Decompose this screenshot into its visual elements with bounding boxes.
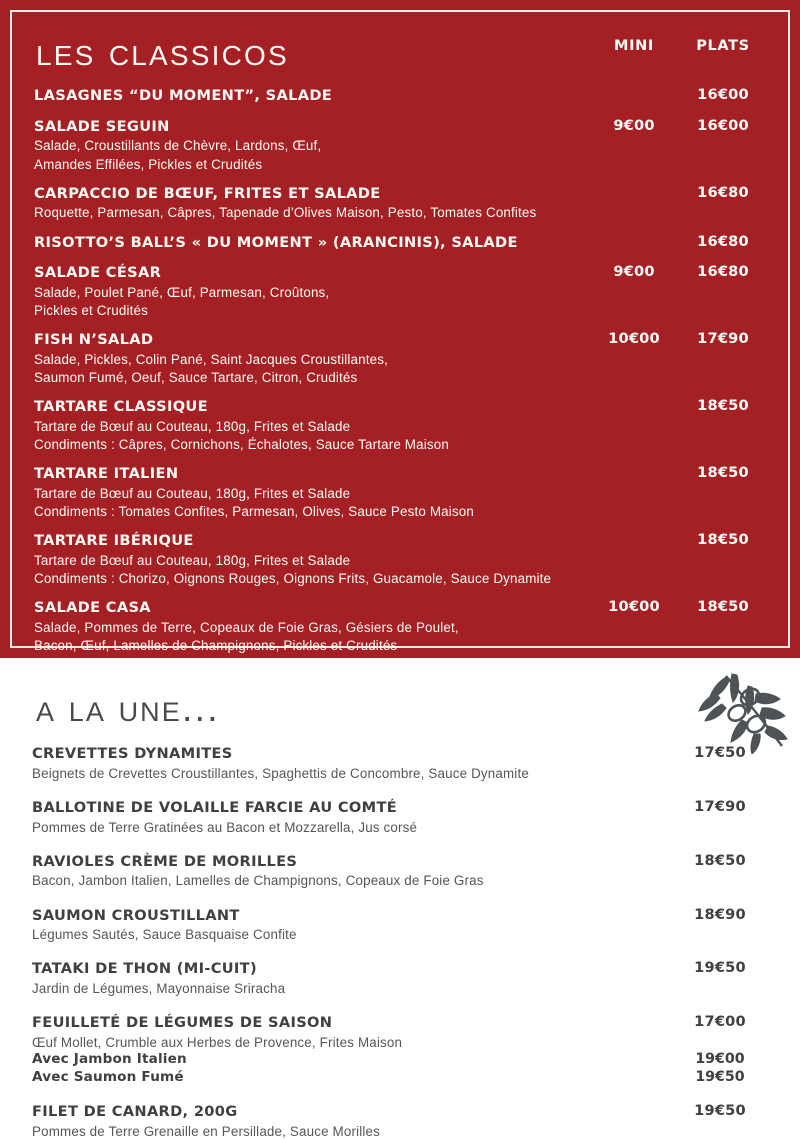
price-plats: 18€50 <box>697 464 749 482</box>
menu-item-prices <box>588 86 766 103</box>
menu-item-name: FILET DE CANARD, 200G <box>32 1103 238 1121</box>
menu-item-prices <box>588 531 766 548</box>
a-la-une-section <box>0 658 800 1140</box>
menu-item-body <box>32 798 770 836</box>
menu-item-prices <box>588 464 766 481</box>
price-mini: 9€00 <box>613 263 655 281</box>
price-plats: 18€90 <box>694 905 746 923</box>
menu-item <box>34 464 766 520</box>
menu-item-description: Pommes de Terre Gratinées au Bacon et Mozzarella, Jus corsé <box>32 819 418 835</box>
menu-item-description: Tartare de Bœuf au Couteau, 180g, Frites et Salade <box>34 485 351 501</box>
menu-item-name: TARTARE ITALIEN <box>34 465 179 483</box>
menu-item-prices <box>588 117 766 134</box>
menu-item <box>32 1013 770 1086</box>
menu-item-prices <box>588 233 766 250</box>
menu-item-description: Tartare de Bœuf au Couteau, 180g, Frites et Salade <box>34 418 351 434</box>
menu-item <box>34 330 766 386</box>
menu-item-option: Avec Jambon Italien <box>32 1051 187 1068</box>
menu-item-description: Salade, Pommes de Terre, Copeaux de Foie Gras, Gésiers de Poulet, <box>34 619 459 635</box>
menu-item-prices <box>670 959 770 976</box>
menu-item-name: FEUILLETÉ DE LÉGUMES DE SAISON <box>32 1014 333 1032</box>
price-plats: 19€50 <box>694 1102 746 1120</box>
menu-item-description: Saumon Fumé, Oeuf, Sauce Tartare, Citron, Crudités <box>34 370 358 386</box>
menu-item-description: Bacon, Jambon Italien, Lamelles de Champignons, Copeaux de Foie Gras <box>32 873 484 889</box>
menu-item-description: Bacon, Œuf, Lamelles de Champignons, Pickles et Crudités <box>34 638 398 654</box>
price-column-headers <box>588 38 766 54</box>
menu-item-prices <box>588 397 766 414</box>
price-plats: 17€00 <box>694 1013 746 1031</box>
menu-item <box>32 744 770 782</box>
menu-item-description: Amandes Effilées, Pickles et Crudités <box>34 156 263 172</box>
menu-item-description: Salade, Pickles, Colin Pané, Saint Jacques Croustillantes, <box>34 351 388 367</box>
menu-item <box>32 1102 770 1140</box>
column-header-mini: MINI <box>614 38 654 54</box>
price-plats: 16€00 <box>697 86 749 103</box>
menu-item-description: Salade, Croustillants de Chèvre, Lardons, Œuf, <box>34 138 322 154</box>
menu-item-prices <box>670 744 770 761</box>
menu-item-name: LASAGNES “DU MOMENT”, SALADE <box>34 87 333 104</box>
menu-item-body <box>32 959 770 997</box>
menu-item <box>34 184 766 222</box>
price-option: 19€00 <box>695 1050 745 1067</box>
menu-item-prices <box>588 598 766 615</box>
price-plats: 18€50 <box>697 397 749 415</box>
menu-item <box>34 117 766 173</box>
menu-item-description: Condiments : Chorizo, Oignons Rouges, Oignons Frits, Guacamole, Sauce Dynamite <box>34 571 552 587</box>
menu-item <box>34 86 766 106</box>
menu-item-body <box>32 852 770 890</box>
price-mini: 10€00 <box>608 598 660 616</box>
price-plats: 19€50 <box>694 959 746 977</box>
menu-item-option: Avec Saumon Fumé <box>32 1068 184 1085</box>
page-title: les classicos <box>36 30 289 74</box>
price-option: 19€50 <box>695 1068 745 1085</box>
price-mini: 10€00 <box>608 330 660 348</box>
menu-item-prices <box>588 184 766 201</box>
menu-item <box>34 233 766 253</box>
menu-item-description: Salade, Poulet Pané, Œuf, Parmesan, Croûtons, <box>34 284 330 300</box>
price-plats: 17€90 <box>694 797 746 815</box>
menu-item-prices <box>670 906 770 923</box>
menu-item-prices <box>670 852 770 869</box>
menu-item-description: Condiments : Câpres, Cornichons, Échalotes, Sauce Tartare Maison <box>34 437 449 453</box>
menu-item-prices <box>670 798 770 815</box>
price-plats: 18€50 <box>697 598 749 616</box>
column-header-plats: PLATS <box>696 38 750 54</box>
menu-item-description: Pickles et Crudités <box>34 303 148 319</box>
menu-item-prices <box>588 330 766 347</box>
price-plats: 17€90 <box>697 330 749 348</box>
menu-item-description: Beignets de Crevettes Croustillantes, Spaghettis de Concombre, Sauce Dynamite <box>32 765 529 781</box>
menu-item <box>34 531 766 587</box>
menu-item-description: Jardin de Légumes, Mayonnaise Sriracha <box>32 981 286 997</box>
menu-item-name: CARPACCIO DE BŒUF, FRITES ET SALADE <box>34 184 381 202</box>
menu-item-description: Œuf Mollet, Crumble aux Herbes de Provence, Frites Maison <box>32 1034 403 1050</box>
classicos-menu-list <box>34 86 766 654</box>
menu-item-name: BALLOTINE DE VOLAILLE FARCIE AU COMTÉ <box>32 798 398 816</box>
menu-item <box>32 959 770 997</box>
a-la-une-title: a la une... <box>36 688 220 730</box>
menu-item-name: RAVIOLES CRÈME DE MORILLES <box>32 852 298 870</box>
menu-item-name: TARTARE IBÉRIQUE <box>34 532 194 550</box>
menu-item-name: SALADE CÉSAR <box>34 264 162 282</box>
menu-item-name: FISH N’SALAD <box>34 331 154 349</box>
menu-item-body <box>32 1013 770 1086</box>
menu-item-description: Roquette, Parmesan, Câpres, Tapenade d’Olives Maison, Pesto, Tomates Confites <box>34 205 537 221</box>
menu-item-description: Légumes Sautés, Sauce Basquaise Confite <box>32 927 297 943</box>
a-la-une-menu-list <box>32 744 770 1140</box>
menu-item-name: SAUMON CROUSTILLANT <box>32 906 240 924</box>
menu-item-name: SALADE SEGUIN <box>34 117 170 135</box>
menu-item <box>34 397 766 453</box>
price-plats: 17€50 <box>694 744 746 761</box>
price-plats: 18€50 <box>694 851 746 869</box>
price-plats: 16€80 <box>697 263 749 281</box>
menu-item-name: TATAKI DE THON (MI-CUIT) <box>32 960 257 978</box>
menu-item-prices <box>670 1102 770 1119</box>
price-mini: 9€00 <box>613 116 655 134</box>
menu-item-name: TARTARE CLASSIQUE <box>34 398 208 416</box>
price-plats: 16€80 <box>697 183 749 201</box>
menu-item <box>34 598 766 654</box>
menu-item-body <box>32 906 770 944</box>
menu-item-body <box>32 1102 770 1140</box>
menu-item <box>34 263 766 319</box>
menu-item-description: Tartare de Bœuf au Couteau, 180g, Frites et Salade <box>34 552 351 568</box>
menu-item-prices <box>670 1013 770 1030</box>
menu-item-description: Condiments : Tomates Confites, Parmesan, Olives, Sauce Pesto Maison <box>34 504 474 520</box>
menu-item-name: SALADE CASA <box>34 599 151 617</box>
menu-item <box>32 852 770 890</box>
menu-item-name: CREVETTES DYNAMITES <box>32 745 233 762</box>
menu-item-description: Pommes de Terre Grenaille en Persillade, Sauce Morilles <box>32 1124 380 1140</box>
price-plats: 18€50 <box>697 531 749 549</box>
price-plats: 16€00 <box>697 116 749 134</box>
menu-item <box>32 798 770 836</box>
classicos-panel-frame <box>10 10 790 654</box>
menu-item-body <box>32 744 770 782</box>
menu-item-name: RISOTTO’S BALL’S « DU MOMENT » (ARANCINIS), SALADE <box>34 233 518 251</box>
price-plats: 16€80 <box>697 232 749 250</box>
menu-item <box>32 906 770 944</box>
menu-item-prices <box>588 263 766 280</box>
